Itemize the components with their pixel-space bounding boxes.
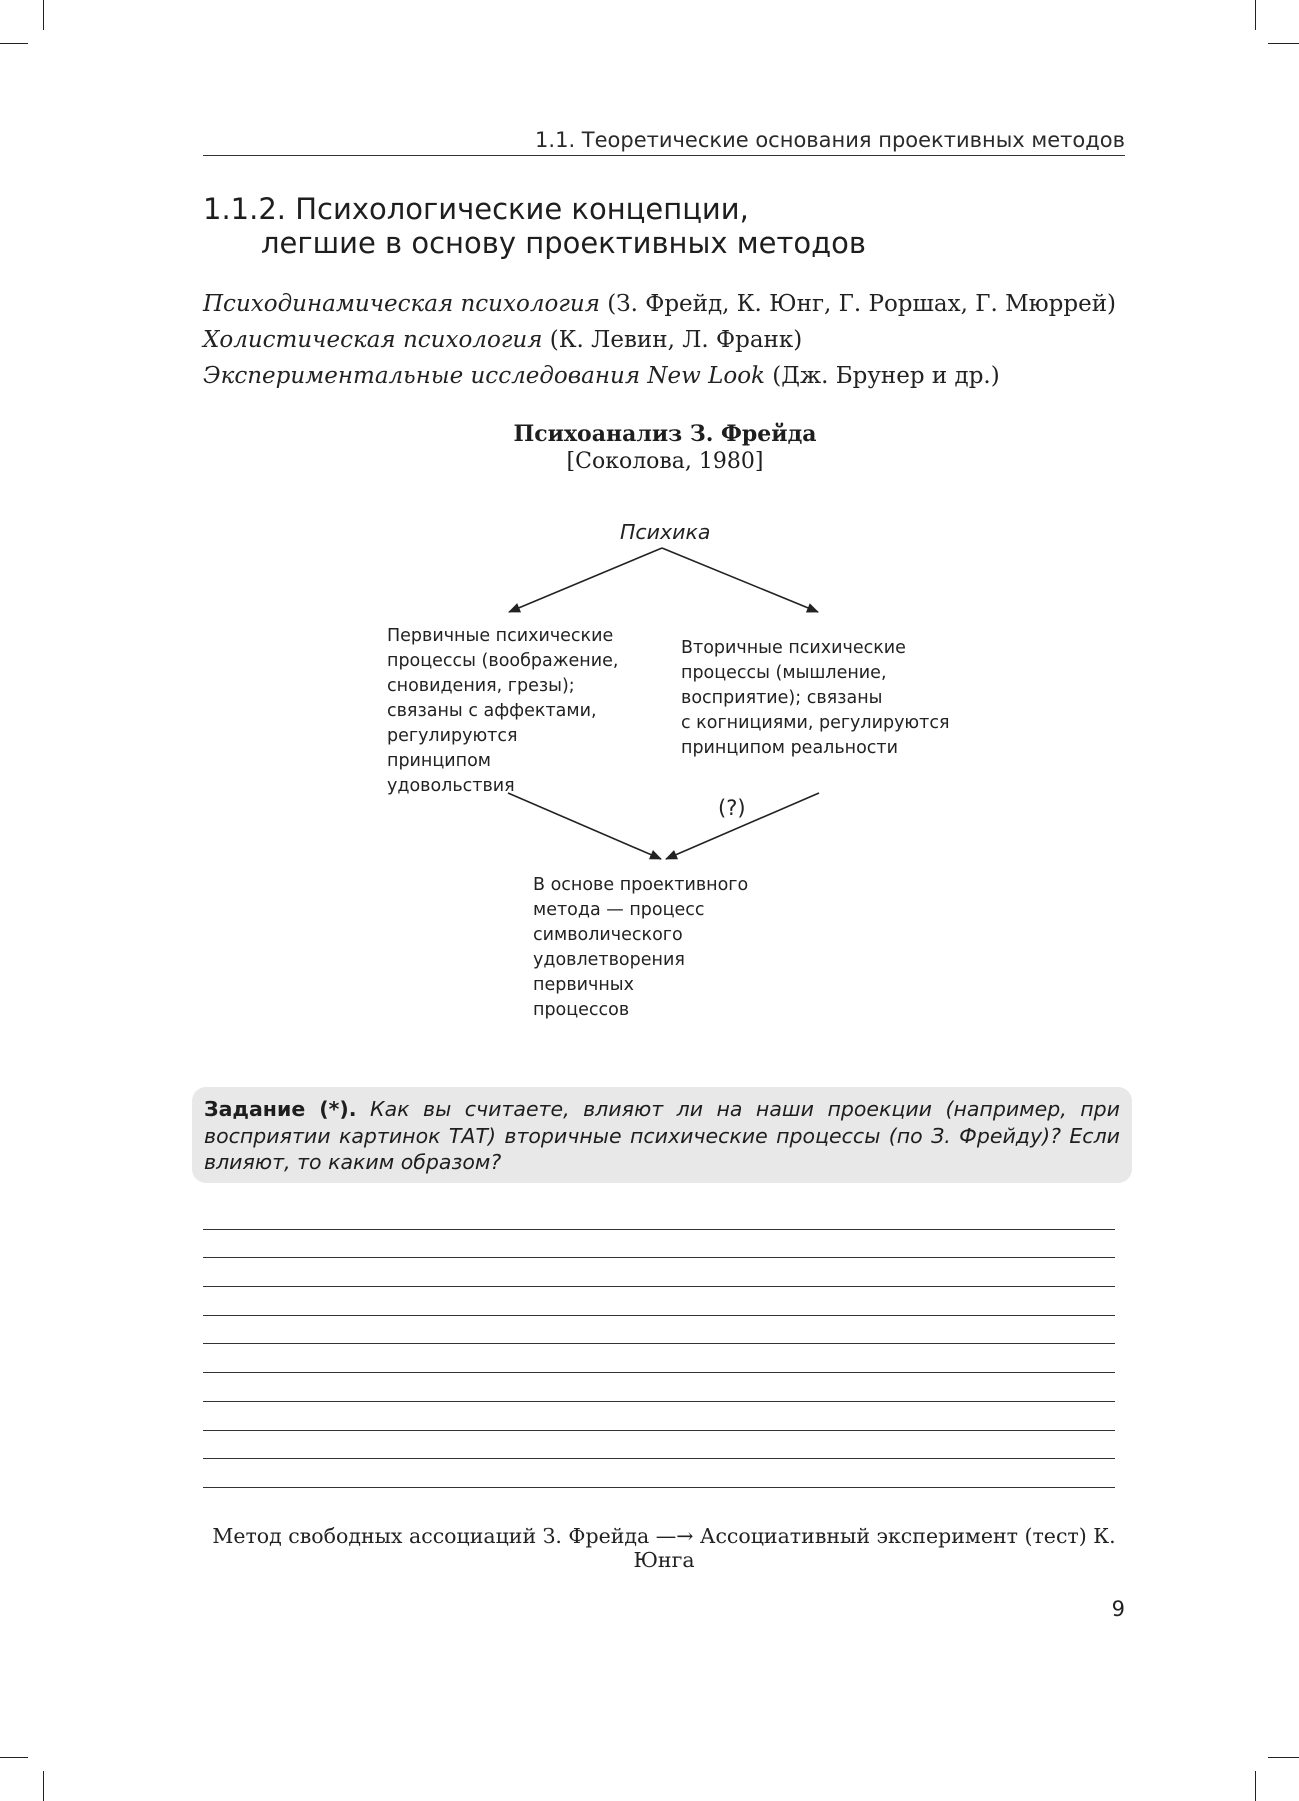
left-node-line: сновидения, грезы);	[387, 676, 575, 696]
answer-line[interactable]	[203, 1257, 1115, 1258]
answer-line[interactable]	[203, 1430, 1115, 1431]
right-node-line: процессы (мышление,	[681, 663, 887, 683]
left-node-line: Первичные психические	[387, 626, 614, 646]
section-title-line2: легшие в основу проективных методов	[261, 226, 867, 260]
diagram-right-node	[681, 636, 951, 761]
arrow-left-to-bottom	[508, 793, 661, 859]
left-node-line: удовольствия	[387, 776, 515, 796]
diagram-question-mark: (?)	[718, 796, 746, 820]
answer-line[interactable]	[203, 1458, 1115, 1459]
section-title-line1: 1.1.2. Психологические концепции,	[203, 192, 749, 226]
left-node-line: регулируются принципом	[387, 726, 518, 771]
right-node-line: принципом реальности	[681, 738, 898, 758]
intro-line-rest: (К. Левин, Л. Франк)	[542, 327, 803, 353]
bottom-note: Метод свободных ассоциаций З. Фрейда —→ Ассоциативный эксперимент (тест) К. Юнга	[212, 1524, 1116, 1572]
figure-source: [Соколова, 1980]	[566, 449, 764, 474]
answer-line[interactable]	[203, 1286, 1115, 1287]
bottom-node-line: символического	[533, 925, 683, 945]
bottom-node-line: удовлетворения первичных	[533, 950, 685, 995]
diagram-bottom-node	[533, 873, 783, 1023]
bottom-node-line: метода — процесс	[533, 900, 705, 920]
right-node-line: с когнициями, регулируются	[681, 713, 950, 733]
figure-title: Психоанализ З. Фрейда	[513, 421, 817, 447]
running-head: 1.1. Теоретические основания проективных методов	[535, 128, 1125, 152]
bottom-node-line: процессов	[533, 1000, 630, 1020]
intro-line-italic: Психодинамическая психология	[203, 291, 600, 317]
answer-line[interactable]	[203, 1372, 1115, 1373]
task-box	[192, 1087, 1132, 1183]
arrow-root-to-right	[662, 548, 818, 612]
answer-line[interactable]	[203, 1315, 1115, 1316]
diagram-root-label: Психика	[620, 520, 711, 544]
left-node-line: связаны с аффектами,	[387, 701, 597, 721]
bottom-node-line: В основе проективного	[533, 875, 749, 895]
diagram-left-node	[387, 624, 627, 799]
page-number: 9	[1111, 1597, 1125, 1621]
arrow-root-to-left	[509, 548, 662, 612]
answer-line[interactable]	[203, 1229, 1115, 1230]
intro-line-italic: Экспериментальные исследования New Look	[203, 363, 765, 389]
task-text: Как вы считаете, влияют ли на наши проекции (например, при восприятии картинок ТАТ) вторичные психические процессы (по З. Фрейду)? Если влияют, то каким образом?	[204, 1097, 1120, 1174]
answer-line[interactable]	[203, 1401, 1115, 1402]
answer-line[interactable]	[203, 1487, 1115, 1488]
right-node-line: Вторичные психические	[681, 638, 906, 658]
intro-line-rest: (Дж. Брунер и др.)	[765, 363, 1000, 389]
intro-line-italic: Холистическая психология	[203, 327, 543, 353]
task-label: Задание (*).	[204, 1097, 357, 1121]
left-node-line: процессы (воображение,	[387, 651, 619, 671]
intro-line-rest: (З. Фрейд, К. Юнг, Г. Роршах, Г. Мюррей)	[599, 291, 1117, 317]
answer-line[interactable]	[203, 1343, 1115, 1344]
right-node-line: восприятие); связаны	[681, 688, 883, 708]
